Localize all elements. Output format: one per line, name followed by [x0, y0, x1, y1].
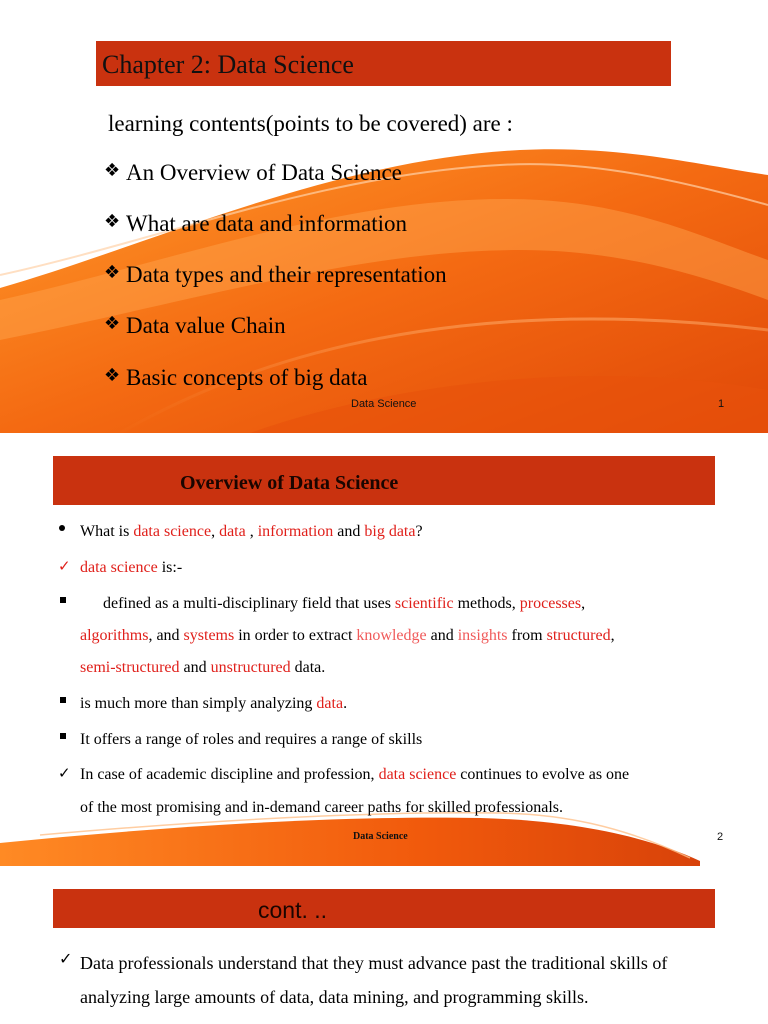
slide-2 — [0, 433, 768, 866]
body-line: What is data science, data , information and big data? — [80, 523, 423, 540]
square-bullet-icon — [60, 597, 66, 603]
body-line: It offers a range of roles and requires a range of skills — [80, 731, 423, 748]
body-line: is much more than simply analyzing data. — [80, 695, 348, 712]
slide-title-bar — [53, 889, 715, 928]
list-item: ❖ What are data and information — [104, 211, 407, 236]
check-bullet-icon: ✓ — [58, 557, 71, 575]
check-bullet-icon: ✓ — [59, 949, 73, 968]
diamond-bullet-icon: ❖ — [104, 313, 121, 334]
list-item: ❖ Data value Chain — [104, 313, 286, 338]
slide-title-bar — [53, 456, 715, 505]
bullet-dot-icon — [59, 525, 65, 531]
slide-title-bar — [96, 41, 671, 86]
body-line: In case of academic discipline and profession, data science continues to evolve as one — [80, 766, 630, 783]
page-number: 2 — [717, 831, 724, 843]
diamond-bullet-icon: ❖ — [104, 160, 121, 181]
slide-1 — [0, 0, 768, 433]
slide-title: Chapter 2: Data Science — [102, 50, 354, 79]
body-line: data science is:- — [80, 559, 183, 576]
intro-text: learning contents(points to be covered) are : — [108, 111, 513, 136]
list-item: ❖ Data types and their representation — [104, 262, 447, 287]
diamond-bullet-icon: ❖ — [104, 262, 121, 283]
slide-title: cont. .. — [258, 897, 328, 923]
body-line: Data professionals understand that they must advance past the traditional skills of — [80, 953, 668, 973]
diamond-bullet-icon: ❖ — [104, 211, 121, 232]
check-bullet-icon: ✓ — [58, 764, 71, 782]
body-line: algorithms, and systems in order to extract knowledge and insights from structured, — [80, 627, 615, 644]
list-item: ❖ Basic concepts of big data — [104, 365, 368, 390]
body-line: defined as a multi-disciplinary field that uses scientific methods, processes, — [103, 595, 586, 612]
slide-footer: Data Science — [351, 398, 417, 410]
slide-title: Overview of Data Science — [180, 472, 399, 494]
square-bullet-icon — [60, 733, 66, 739]
slide-3 — [0, 866, 768, 1024]
list-item: ❖ An Overview of Data Science — [104, 160, 402, 185]
square-bullet-icon — [60, 697, 66, 703]
slide-footer: Data Science — [353, 831, 408, 842]
body-line: of the most promising and in-demand career paths for skilled professionals. — [80, 799, 563, 816]
page-number: 1 — [718, 398, 725, 410]
body-line: semi-structured and unstructured data. — [80, 659, 326, 676]
body-line: analyzing large amounts of data, data mining, and programming skills. — [80, 987, 589, 1007]
diamond-bullet-icon: ❖ — [104, 365, 121, 386]
